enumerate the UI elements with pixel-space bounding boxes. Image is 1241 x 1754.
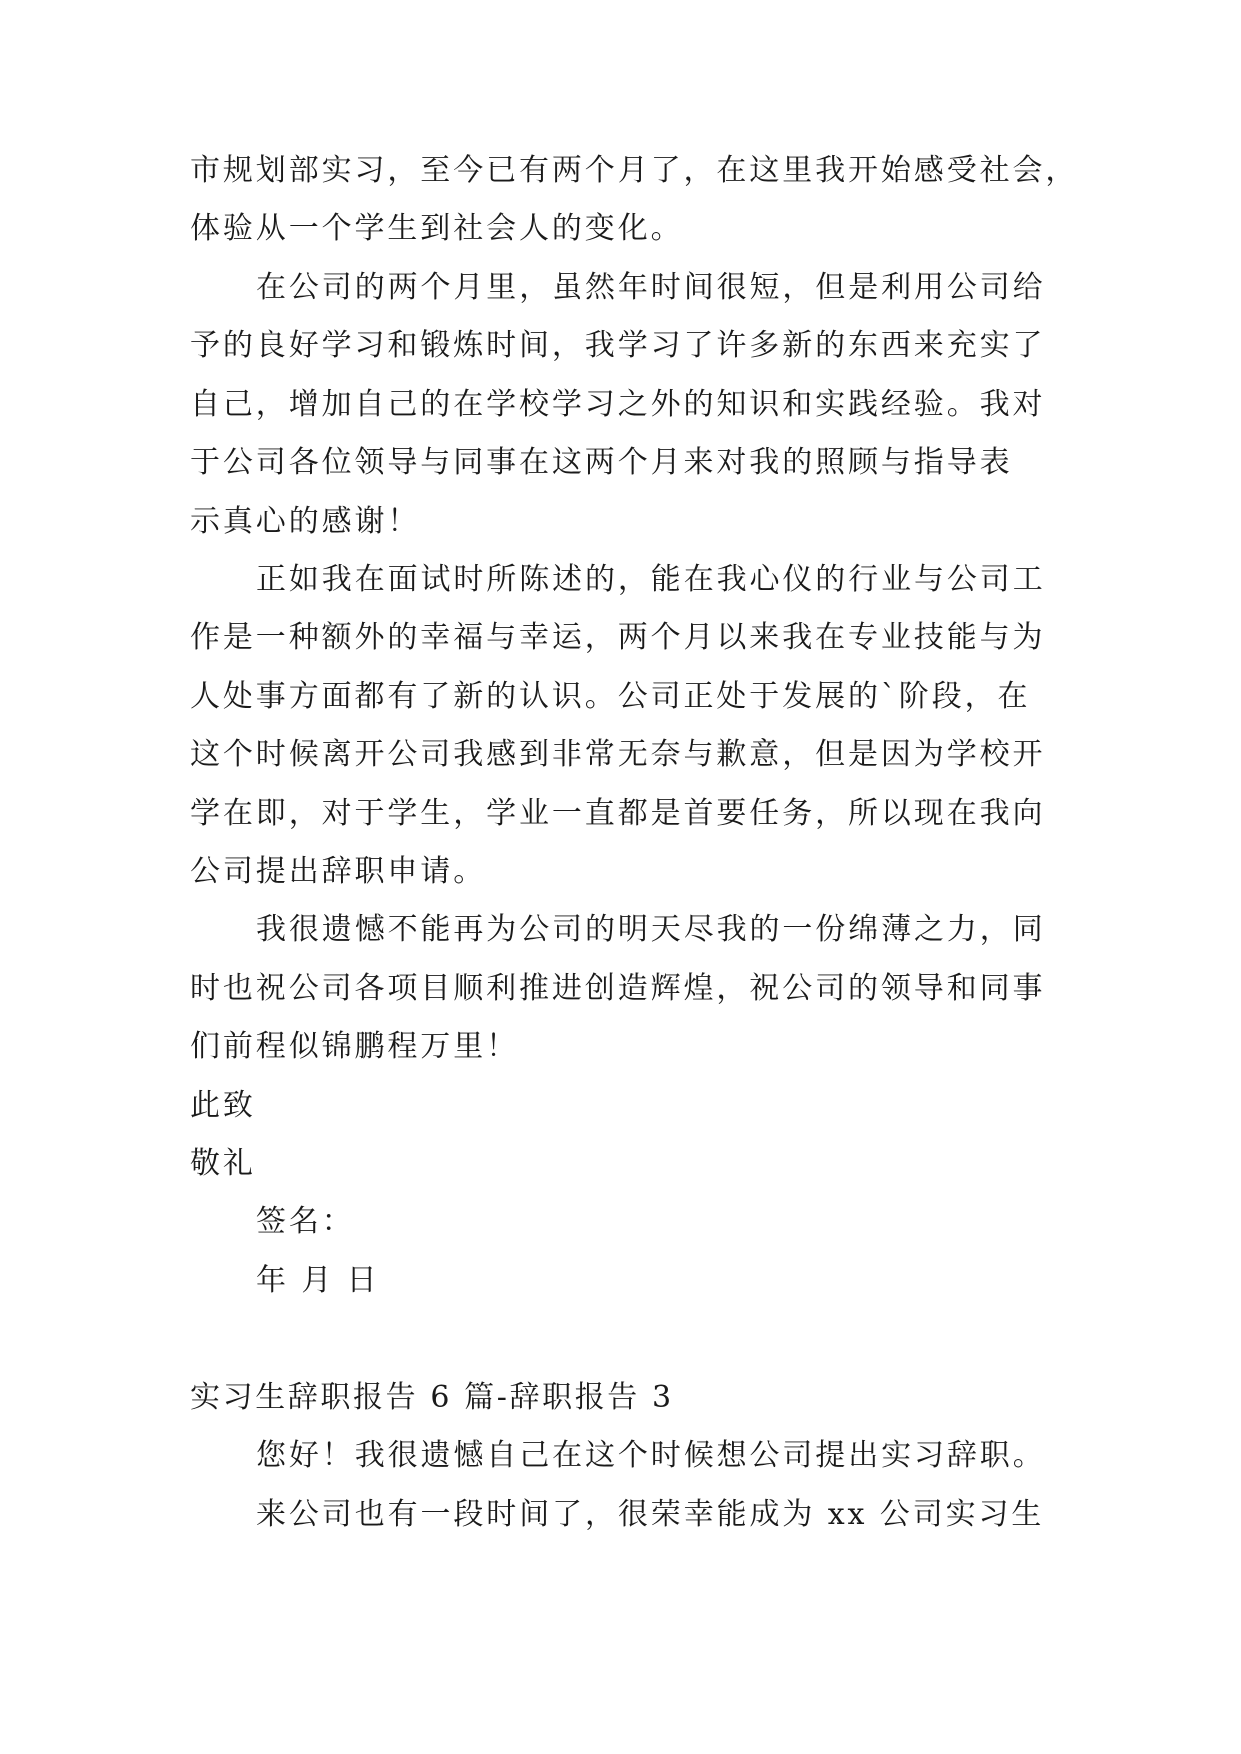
paragraph-line: 人处事方面都有了新的认识。公司正处于发展的`阶段，在 (190, 679, 1031, 714)
paragraph-line: 体验从一个学生到社会人的变化。 (190, 211, 684, 246)
date-line: 年 月 日 (256, 1263, 380, 1298)
paragraph-line: 市规划部实习，至今已有两个月了，在这里我开始感受社会， (190, 153, 1079, 188)
paragraph-line: 这个时候离开公司我感到非常无奈与歉意，但是因为学校开 (190, 737, 1046, 772)
paragraph-line: 自己，增加自己的在学校学习之外的知识和实践经验。我对 (190, 387, 1046, 422)
paragraph-line: 来公司也有一段时间了，很荣幸能成为 xx 公司实习生 (256, 1497, 1045, 1532)
signature-label: 签名： (256, 1204, 355, 1239)
paragraph-line: 您好！我很遗憾自己在这个时候想公司提出实习辞职。 (256, 1438, 1046, 1473)
paragraph-line: 予的良好学习和锻炼时间，我学习了许多新的东西来充实了 (190, 328, 1046, 363)
paragraph-line: 公司提出辞职申请。 (190, 854, 487, 889)
paragraph-line: 学在即，对于学生，学业一直都是首要任务，所以现在我向 (190, 796, 1046, 831)
paragraph-line: 在公司的两个月里，虽然年时间很短，但是利用公司给 (256, 270, 1046, 305)
paragraph-line: 于公司各位领导与同事在这两个月来对我的照顾与指导表 (190, 445, 1013, 480)
paragraph-line: 正如我在面试时所陈述的，能在我心仪的行业与公司工 (256, 562, 1046, 597)
closing-salutation: 此致 (190, 1088, 256, 1123)
section-heading: 实习生辞职报告 6 篇-辞职报告 3 (190, 1380, 674, 1415)
paragraph-line: 时也祝公司各项目顺利推进创造辉煌，祝公司的领导和同事 (190, 971, 1046, 1006)
paragraph-line: 我很遗憾不能再为公司的明天尽我的一份绵薄之力，同 (256, 912, 1046, 947)
closing-regards: 敬礼 (190, 1146, 256, 1181)
paragraph-line: 示真心的感谢！ (190, 504, 421, 539)
paragraph-line: 们前程似锦鹏程万里！ (190, 1029, 519, 1064)
paragraph-line: 作是一种额外的幸福与幸运，两个月以来我在专业技能与为 (190, 620, 1046, 655)
